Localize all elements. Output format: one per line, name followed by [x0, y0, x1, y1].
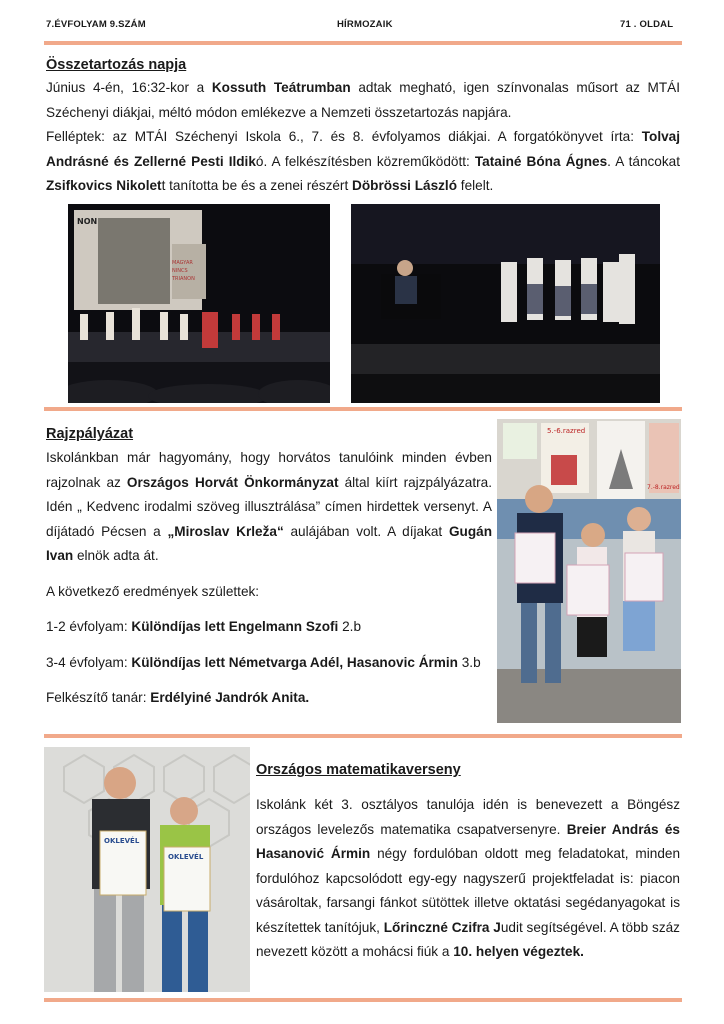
screen-text-1: NON	[77, 217, 98, 226]
footer-divider	[44, 998, 682, 1002]
section2-result-1-2: 1-2 évfolyam: Különdíjas lett Engelmann Szofi 2.b	[46, 619, 362, 634]
photo-stage-performance	[68, 204, 330, 403]
section-divider-1	[44, 407, 682, 411]
certificate-label-right: OKLEVÉL	[168, 853, 204, 861]
section2-body	[46, 446, 492, 711]
header-divider	[44, 41, 682, 45]
photo-math-contest	[44, 747, 250, 992]
issue-label: 7.ÉVFOLYAM 9.SZÁM	[46, 19, 146, 30]
certificate-label-left: OKLEVÉL	[104, 837, 140, 845]
section2-results-intro: A következő eredmények születtek:	[46, 583, 260, 599]
section3-paragraph-1: Iskolánk két 3. osztályos tanulója idén is benevezett a Böngész országos levelezős matematika csapatversenyre. Breier András és Hasanović Ármin négy fordulóban oldott meg feladatokat, minden fordulóhoz kapcsolódott egy-egy nagyszerű projektfeladat is: piacon vásároltak, farsangi fánkot sütöttek illetve oktatási segédanyagokat is készítettek tanítójuk, Lőrinczné Czifra Judit segítségével. A több száz nevezett között a mohácsi fiúk a 10. helyen végeztek.	[256, 797, 680, 959]
section1-paragraph-1: Június 4-én, 16:32-kor a Kossuth Teátrumban adtak megható, igen színvonalas műsort az MTÁI Széchenyi diákjai, méltó módon emlékezve a Nemzeti összetartozás napjára.	[46, 80, 680, 120]
screen-text-3: NINCS	[172, 268, 188, 274]
section1-paragraph-2: Felléptek: az MTÁI Széchenyi Iskola 6., 7. és 8. évfolyamos diákjai. A forgatókönyvet írta: Tolvaj Andrásné és Zellerné Pesti Ildikó. A felkészítésben közreműködött: Tatainé Bóna Ágnes. A táncokat Zsifkovics Nikolett tanította be és a zenei részért Döbrössi László felelt.	[46, 129, 680, 193]
section-title-osszetartozas: Összetartozás napja	[46, 57, 187, 73]
section-title-matematikaverseny: Országos matematikaverseny	[256, 762, 461, 778]
section2-paragraph-1: Iskolánkban már hagyomány, hogy horvátos tanulóink minden évben rajzolnak az Országos Horvát Önkormányzat által kiírt rajzpályázatra. Idén „ Kedvenc irodalmi szöveg illusztrálása” címen hirdettek versenyt. A díjátadó Pécsen a „Miroslav Krleža“ aulájában volt. A díjakat Gugán Ivan elnök adta át.	[46, 450, 492, 563]
section-title-rajzpalyazat: Rajzpályázat	[46, 426, 134, 442]
publication-title: HÍRMOZAIK	[337, 19, 393, 30]
section2-teacher: Felkészítő tanár: Erdélyiné Jandrók Anita.	[46, 690, 310, 705]
photo-drawing-winners	[497, 419, 681, 723]
sign-5-6-razred: 5.-6.razred	[547, 427, 586, 435]
section3-body	[256, 793, 680, 965]
section-divider-2	[44, 734, 682, 738]
section1-body	[46, 76, 680, 199]
screen-text-2: MAGYAR	[172, 260, 193, 266]
sign-7-8-razred: 7.-8.razred	[647, 484, 680, 491]
section2-result-3-4: 3-4 évfolyam: Különdíjas lett Németvarga Adél, Hasanovic Ármin 3.b	[46, 654, 481, 670]
screen-text-4: TRIANON	[172, 276, 195, 282]
photo-choir-piano	[351, 204, 660, 403]
page-number: 71 . OLDAL	[620, 19, 674, 30]
